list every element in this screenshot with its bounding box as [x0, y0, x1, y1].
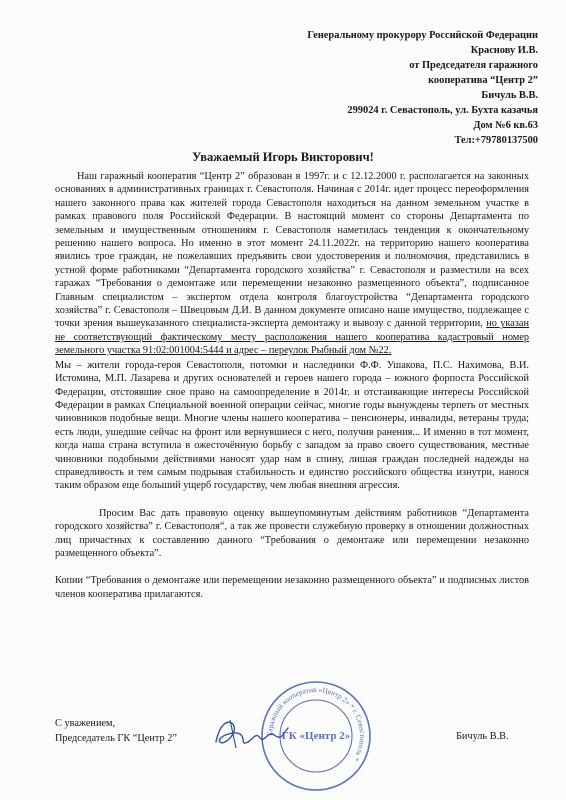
paragraph-complaint: [55, 170, 529, 358]
addressee-line: кооператива “Центр 2”: [428, 75, 538, 86]
cooperative-seal: [258, 678, 374, 794]
addressee-line: Бичуль В.В.: [481, 90, 538, 101]
seal-center-text: ГК «Центр 2»: [281, 730, 351, 742]
closing-regards: С уважением,: [55, 718, 116, 729]
seal-ring-text: Гаражный кооператив «Центр 2» * г. Севастополь *: [264, 684, 368, 763]
paragraph-attachments: Копии “Требования о демонтаже или перемещении незаконно размещенного объекта” и подписных листов членов кооператива прилагаются.: [55, 575, 529, 600]
closing-block: [55, 716, 177, 746]
addressee-line: Генеральному прокурору Российской Федерации: [307, 30, 538, 41]
salutation: Уважаемый Игорь Викторович!: [192, 150, 374, 164]
signer-position: Председатель ГК “Центр 2”: [55, 733, 177, 744]
paragraph-residents: Мы – жители города-героя Севастополя, потомки и наследники Ф.Ф. Ушакова, П.С. Нахимова, В.И. Истомина, М.П. Лазарева и других основателей и героев нашего города – южного форпоста Российской Федерации, отстоявшие свое право на самоопределение в 2014г. и отстаивающие интересы Российской Федерации в рамках Специальной военной операции сейчас, многие годы вынуждены терпеть от местных чиновников подобные вещи. Многие члены нашего кооператива – пенсионеры, инвалиды, ветераны труда; есть люди, ушедшие сейчас на фронт или вернувшиеся с него, получив ранения... И именно в тот момент, когда наша страна вступила в ожесточённую борьбу с западом за право своего существования, местные чиновники подобными действиями наносят удар нам в спину, лишая граждан последней надежды на справедливость и тем самым подрывая стабильность и единство российского общества изнутри, нанося таким образом еще больший ущерб государству, чем любая внешняя агрессия.: [55, 359, 529, 492]
addressee-line: от Председателя гаражного: [409, 60, 538, 71]
signer-name: Бичуль В.В.: [456, 731, 509, 742]
paragraph-request: Просим Вас дать правовую оценку вышеупомянутым действиям работников “Департамента городского хозяйства” г. Севастополя“, а так же провести служебную проверку в отношении должностных лиц причастных к составлению данного “Требования о демонтаже или перемещении незаконно размещенного объекта”.: [55, 507, 529, 559]
addressee-line: Дом №6 кв.63: [473, 120, 538, 131]
addressee-line: Тел:+79780137500: [454, 135, 538, 146]
letter-body: [55, 170, 529, 601]
addressee-block: [208, 28, 538, 148]
paragraph-text: Наш гаражный кооператив “Центр 2” образован в 1997г. и с 12.12.2000 г. располагается на законных основаниях в административных границах г. Севастополя. Начиная с 2014г. идет процесс переоформления нашего законного права как жителей города Севастополя находиться на данном земельном участке в рамках правового поля Российской Федерации. В настоящий момент со стороны Департамента по земельным и имущественным отношениям г. Севастополя наметилась тенденция к окончательному решению нашего вопроса. Но именно в этот момент 24.11.2022г. на территорию нашего кооператива явились трое граждан, не пожелавших предъявить свои удостоверения и полномочия, представились в устной форме работниками “Департамента городского хозяйства” г. Севастополя и разместили на всех гаражах “Требования о демонтаже или перемещении незаконно размещенного объекта”, подписанное Главным специалистом – экспертом отдела контроля благоустройства “Департамента городского хозяйства” г. Севастополя – Швецовым Д.И. В данном документе описано наше имущество, подлежащее с точки зрения вышеуказанного специалиста-эксперта демонтажу и вывозу с данной территории,: [55, 171, 529, 330]
svg-text:Гаражный кооператив «Центр 2»: [265, 685, 367, 763]
underlined-statement: но указан не соответствующий фактическому месту расположения нашего кооператива кадастровый номер земельного участка 91:02:001004:5444 и адрес – переулок Рыбный дом №22.: [55, 318, 529, 357]
addressee-line: Краснову И.В.: [470, 45, 538, 56]
addressee-line: 299024 г. Севастополь, ул. Бухта казачья: [347, 105, 538, 116]
